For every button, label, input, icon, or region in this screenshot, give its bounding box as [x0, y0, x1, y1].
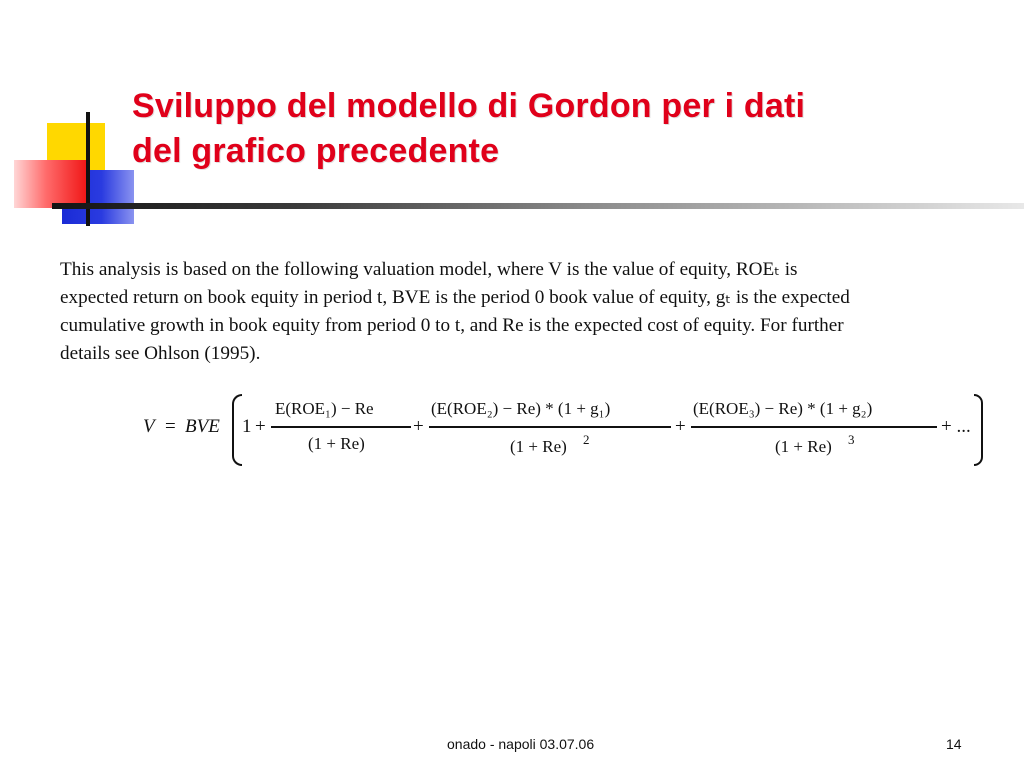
right-brace	[974, 394, 983, 466]
formula-one: 1	[242, 416, 252, 437]
page-number: 14	[946, 736, 962, 752]
paragraph-line-4: details see Ohlson (1995).	[60, 343, 261, 364]
left-brace	[232, 394, 242, 466]
term2-exponent: 2	[583, 432, 590, 447]
slide-title	[132, 84, 805, 174]
formula-plus-3: +	[675, 416, 686, 437]
term2-denominator: (1 + Re)	[510, 437, 567, 456]
slide-title-line-2: del grafico precedente	[132, 132, 500, 170]
paragraph-line-2: expected return on book equity in period t, BVE is the period 0 book value of equity, gₜ is the expected	[60, 287, 850, 308]
term2-fraction-bar	[429, 426, 671, 428]
term3-fraction-bar	[691, 426, 937, 428]
footer-text: onado - napoli 03.07.06	[447, 736, 595, 752]
term3-numerator: (E(ROE₃) − Re) * (1 + g₂)	[693, 399, 873, 418]
term3-denominator: (1 + Re)	[775, 437, 832, 456]
formula-lhs: V	[143, 416, 155, 437]
slide-title-line-1: Sviluppo del modello di Gordon per i dati	[132, 87, 806, 125]
term2-numerator: (E(ROE₂) − Re) * (1 + g₁)	[431, 399, 611, 418]
logo-red-square	[14, 160, 86, 208]
term1-denominator: (1 + Re)	[308, 434, 365, 453]
formula-bve: BVE	[185, 416, 220, 437]
formula-plus-1: +	[255, 416, 266, 437]
gordon-formula	[143, 392, 988, 468]
paragraph-line-1: This analysis is based on the following valuation model, where V is the value of equity, ROEₜ is	[60, 259, 798, 280]
formula-equals: =	[165, 416, 176, 437]
term3-exponent: 3	[848, 432, 855, 447]
formula-plus-2: +	[413, 416, 424, 437]
body-paragraph	[60, 256, 1012, 368]
formula-tail: + ...	[941, 416, 971, 437]
term1-fraction-bar	[271, 426, 411, 428]
title-divider	[52, 203, 1024, 209]
paragraph-line-3: cumulative growth in book equity from period 0 to t, and Re is the expected cost of equity. For further	[60, 315, 844, 336]
term1-numerator: E(ROE₁) − Re	[275, 399, 374, 418]
